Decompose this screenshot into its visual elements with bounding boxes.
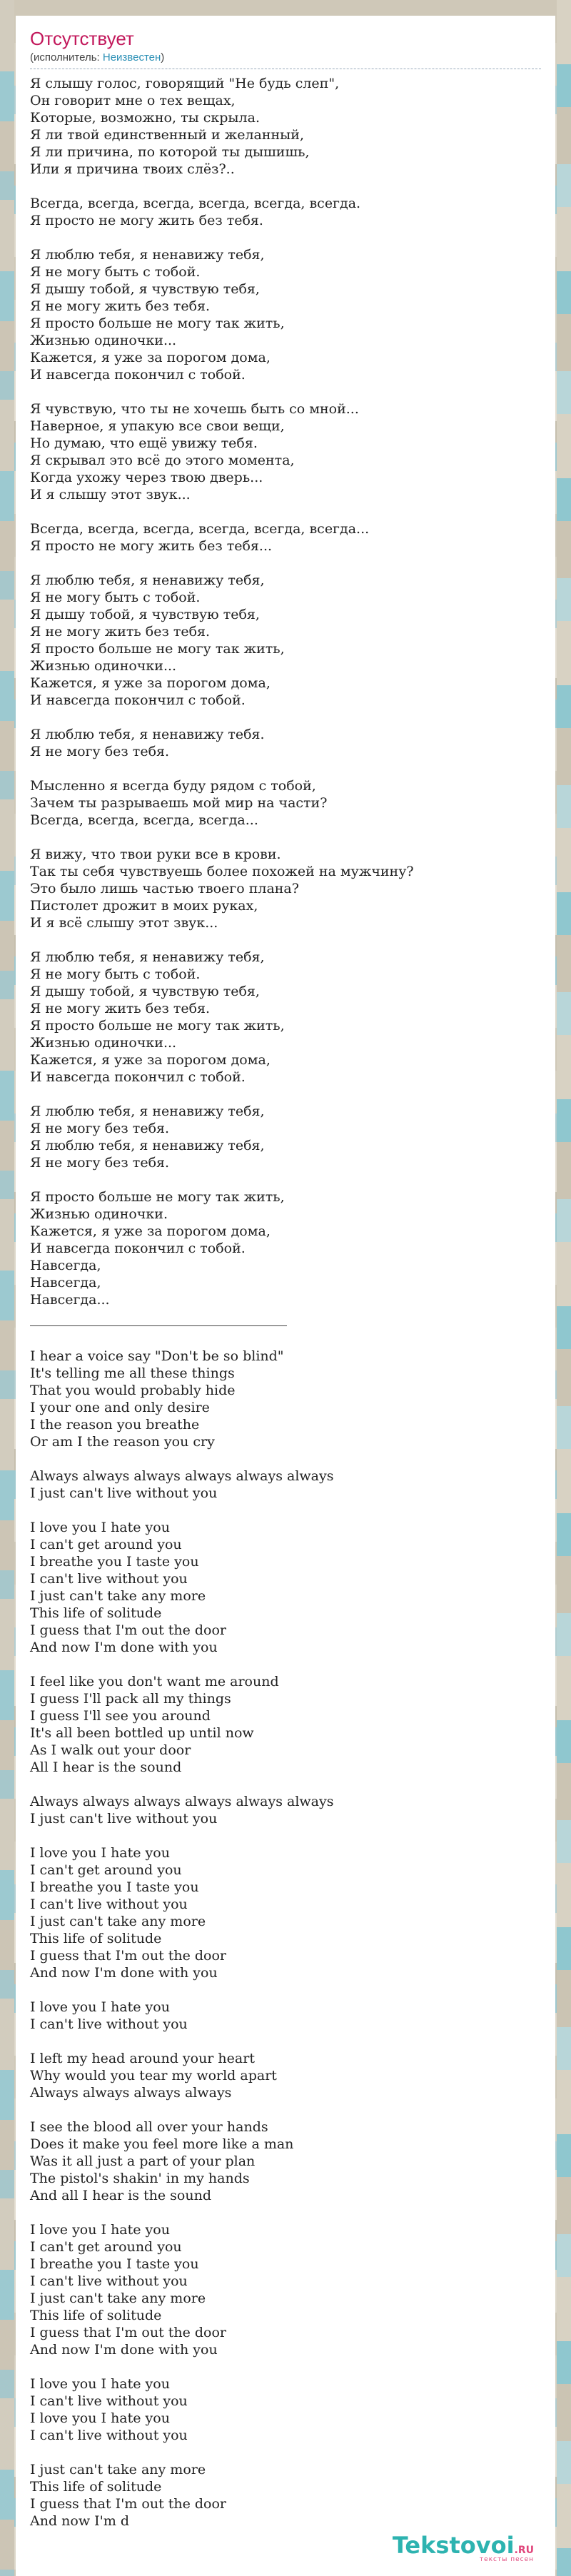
- logo-subtitle: тексты песен: [479, 2556, 534, 2563]
- lyrics-line: This life of solitude: [30, 2479, 162, 2495]
- lyrics-stanza: [30, 1793, 541, 1827]
- performer-suffix: ): [161, 51, 165, 64]
- lyrics-line: Я люблю тебя, я ненавижу тебя,: [30, 1138, 265, 1153]
- lyrics-stanza: [30, 2375, 541, 2444]
- lyrics-line: As I walk out your door: [30, 1742, 191, 1758]
- lyrics-stanza: [30, 1188, 541, 1308]
- lyrics-line: Я ли причина, по которой ты дышишь,: [30, 144, 310, 160]
- lyrics-line: And now I'm d: [30, 2513, 130, 2529]
- lyrics-stanza: [30, 520, 541, 555]
- lyrics-line: I just can't take any more: [30, 1588, 206, 1604]
- lyrics-line: This life of solitude: [30, 2308, 162, 2323]
- lyrics-line: Я дышу тобой, я чувствую тебя,: [30, 281, 260, 297]
- lyrics-line: I can't live without you: [30, 2273, 188, 2289]
- lyrics-line: I see the blood all over your hands: [30, 2119, 268, 2135]
- lyrics-line: And now I'm done with you: [30, 1640, 218, 1655]
- lyrics-stanza: [30, 726, 541, 760]
- lyrics-line: This life of solitude: [30, 1931, 162, 1946]
- lyrics-line: Мысленно я всегда буду рядом с тобой,: [30, 778, 316, 794]
- lyrics-line: I love you I hate you: [30, 2410, 170, 2426]
- lyrics-line: It's telling me all these things: [30, 1365, 235, 1381]
- lyrics-line: Я скрывал это всё до этого момента,: [30, 453, 295, 468]
- lyrics-line: Я не могу быть с тобой.: [30, 966, 201, 982]
- lyrics-stanza: [30, 1519, 541, 1656]
- lyrics-line: И навсегда покончил с тобой.: [30, 692, 246, 708]
- lyrics-line: I breathe you I taste you: [30, 2256, 199, 2272]
- lyrics-translation: [30, 75, 541, 1308]
- lyrics-line: I can't live without you: [30, 1896, 188, 1912]
- lyrics-line: I love you I hate you: [30, 1845, 170, 1861]
- lyrics-stanza: [30, 1103, 541, 1171]
- lyrics-line: And all I hear is the sound: [30, 2188, 212, 2203]
- lyrics-line: I guess that I'm out the door: [30, 1622, 227, 1638]
- lyrics-line: I just can't take any more: [30, 2462, 206, 2477]
- lyrics-line: And now I'm done with you: [30, 1965, 218, 1981]
- lyrics-line: Навсегда,: [30, 1258, 101, 1273]
- lyrics-line: Я не могу без тебя.: [30, 1155, 170, 1171]
- lyrics-line: Я ли твой единственный и желанный,: [30, 127, 304, 143]
- lyrics-line: I can't get around you: [30, 1862, 182, 1878]
- lyrics-stanza: [30, 1348, 541, 1450]
- lyrics-page: [16, 16, 555, 2576]
- lyrics-line: I left my head around your heart: [30, 2051, 255, 2066]
- lyrics-line: Я не могу без тебя.: [30, 744, 170, 759]
- lyrics-line: I love you I hate you: [30, 2222, 170, 2238]
- lyrics-line: И навсегда покончил с тобой.: [30, 367, 246, 383]
- lyrics-line: И я всё слышу этот звук...: [30, 915, 218, 931]
- lyrics-line: I love you I hate you: [30, 1520, 170, 1535]
- lyrics-line: I can't live without you: [30, 2016, 188, 2032]
- logo-tld-text: .RU: [514, 2545, 534, 2556]
- lyrics-line: Or am I the reason you cry: [30, 1434, 215, 1450]
- lyrics-stanza: [30, 2221, 541, 2358]
- lyrics-line: Was it all just a part of your plan: [30, 2153, 256, 2169]
- lyrics-line: Я не могу быть с тобой.: [30, 590, 201, 605]
- lyrics-line: Кажется, я уже за порогом дома,: [30, 1052, 271, 1068]
- lyrics-line: I can't live without you: [30, 2393, 188, 2409]
- lyrics-stanza: [30, 777, 541, 829]
- lyrics-stanza: [30, 2050, 541, 2101]
- lyrics-line: I love you I hate you: [30, 2376, 170, 2392]
- lyrics-line: I just can't take any more: [30, 1914, 206, 1929]
- lyrics-divider: [30, 1325, 287, 1326]
- lyrics-line: Жизнью одиночки...: [30, 658, 177, 674]
- lyrics-stanza: [30, 246, 541, 383]
- lyrics-line: Always always always always always always: [30, 1794, 334, 1809]
- lyrics-line: Я просто больше не могу так жить,: [30, 1018, 285, 1034]
- lyrics-line: И навсегда покончил с тобой.: [30, 1241, 246, 1256]
- lyrics-line: All I hear is the sound: [30, 1759, 182, 1775]
- logo-main-text: Tekstovoi: [392, 2532, 515, 2559]
- lyrics-line: Я не могу жить без тебя.: [30, 298, 211, 314]
- lyrics-line: Которые, возможно, ты скрыла.: [30, 110, 260, 126]
- lyrics-line: Я люблю тебя, я ненавижу тебя,: [30, 1103, 265, 1119]
- lyrics-line: Когда ухожу через твою дверь...: [30, 470, 263, 485]
- lyrics-line: Кажется, я уже за порогом дома,: [30, 1223, 271, 1239]
- lyrics-line: Я не могу жить без тебя.: [30, 1001, 211, 1016]
- lyrics-line: And now I'm done with you: [30, 2342, 218, 2358]
- lyrics-line: Жизнью одиночки...: [30, 1035, 177, 1051]
- lyrics-stanza: [30, 572, 541, 709]
- lyrics-line: Я люблю тебя, я ненавижу тебя,: [30, 247, 265, 263]
- lyrics-line: It's all been bottled up until now: [30, 1725, 254, 1741]
- lyrics-line: I can't get around you: [30, 2239, 182, 2255]
- lyrics-line: I can't live without you: [30, 1571, 188, 1587]
- lyrics-line: Я не могу быть с тобой.: [30, 264, 201, 280]
- lyrics-line: Я люблю тебя, я ненавижу тебя,: [30, 572, 265, 588]
- lyrics-line: I just can't take any more: [30, 2290, 206, 2306]
- lyrics-line: Так ты себя чувствуешь более похожей на мужчину?: [30, 864, 414, 879]
- lyrics-line: I guess I'll pack all my things: [30, 1691, 231, 1707]
- performer-line: [30, 50, 541, 69]
- lyrics-line: Я просто больше не могу так жить,: [30, 641, 285, 657]
- lyrics-line: I can't live without you: [30, 2428, 188, 2443]
- lyrics-stanza: [30, 75, 541, 178]
- lyrics-line: Я люблю тебя, я ненавижу тебя.: [30, 727, 265, 742]
- lyrics-line: I can't get around you: [30, 1537, 182, 1552]
- lyrics-line: Всегда, всегда, всегда, всегда, всегда, всегда.: [30, 196, 361, 211]
- lyrics-line: Я не могу жить без тебя.: [30, 624, 211, 640]
- lyrics-stanza: [30, 400, 541, 503]
- background-stripes-right: [557, 0, 571, 2576]
- lyrics-line: Или я причина твоих слёз?..: [30, 161, 235, 177]
- lyrics-line: Я просто больше не могу так жить,: [30, 1189, 285, 1205]
- song-title: Отсутствует: [30, 28, 134, 49]
- lyrics-line: Я дышу тобой, я чувствую тебя,: [30, 607, 260, 622]
- lyrics-line: Пистолет дрожит в моих руках,: [30, 898, 258, 914]
- lyrics-original: [30, 1348, 541, 2530]
- lyrics-stanza: [30, 1844, 541, 1981]
- lyrics-line: I just can't live without you: [30, 1811, 218, 1827]
- performer-link[interactable]: Неизвестен: [102, 51, 161, 64]
- performer-prefix: (исполнитель:: [30, 51, 103, 64]
- lyrics-stanza: [30, 195, 541, 229]
- lyrics-line: Always always always always: [30, 2085, 232, 2101]
- lyrics-line: Навсегда,: [30, 1275, 101, 1290]
- background-stripes-left: [0, 0, 14, 2576]
- lyrics-line: Кажется, я уже за порогом дома,: [30, 675, 271, 691]
- lyrics-line: Это было лишь частью твоего плана?: [30, 881, 299, 896]
- lyrics-line: Я просто не могу жить без тебя.: [30, 213, 263, 228]
- lyrics-line: Я слышу голос, говорящий "Не будь слеп",: [30, 76, 340, 91]
- lyrics-line: I breathe you I taste you: [30, 1554, 199, 1570]
- lyrics-line: I guess that I'm out the door: [30, 2325, 227, 2340]
- lyrics-stanza: [30, 1673, 541, 1776]
- lyrics-line: I hear a voice say "Don't be so blind": [30, 1348, 284, 1364]
- lyrics-line: Жизнью одиночки.: [30, 1206, 168, 1222]
- lyrics-line: И я слышу этот звук...: [30, 487, 191, 502]
- lyrics-stanza: [30, 846, 541, 931]
- lyrics-stanza: [30, 2118, 541, 2204]
- lyrics-line: Does it make you feel more like a man: [30, 2136, 294, 2152]
- lyrics-line: I guess that I'm out the door: [30, 2496, 227, 2512]
- lyrics-line: Я вижу, что твои руки все в крови.: [30, 847, 281, 862]
- lyrics-line: Он говорит мне о тех вещах,: [30, 93, 236, 108]
- lyrics-stanza: [30, 1999, 541, 2033]
- lyrics-line: I breathe you I taste you: [30, 1879, 199, 1895]
- lyrics-line: The pistol's shakin' in my hands: [30, 2171, 250, 2186]
- lyrics-line: Я просто больше не могу так жить,: [30, 315, 285, 331]
- lyrics-line: Я люблю тебя, я ненавижу тебя,: [30, 949, 265, 965]
- lyrics-stanza: [30, 1468, 541, 1502]
- site-logo[interactable]: [393, 2532, 534, 2563]
- lyrics-line: Жизнью одиночки...: [30, 333, 177, 348]
- lyrics-line: Я не могу без тебя.: [30, 1121, 170, 1136]
- lyrics-line: Зачем ты разрываешь мой мир на части?: [30, 795, 328, 811]
- lyrics-line: I your one and only desire: [30, 1400, 210, 1415]
- lyrics-line: Навсегда...: [30, 1292, 110, 1308]
- lyrics-line: Why would you tear my world apart: [30, 2068, 277, 2083]
- lyrics-line: I the reason you breathe: [30, 1417, 200, 1433]
- lyrics-line: Наверное, я упакую все свои вещи,: [30, 418, 285, 434]
- lyrics-line: И навсегда покончил с тобой.: [30, 1069, 246, 1085]
- lyrics-line: That you would probably hide: [30, 1383, 236, 1398]
- lyrics-stanza: [30, 949, 541, 1086]
- lyrics-line: I feel like you don't want me around: [30, 1674, 279, 1689]
- lyrics-line: Always always always always always always: [30, 1468, 334, 1484]
- lyrics-line: Кажется, я уже за порогом дома,: [30, 350, 271, 365]
- lyrics-line: Я чувствую, что ты не хочешь быть со мной...: [30, 401, 359, 417]
- lyrics-line: This life of solitude: [30, 1605, 162, 1621]
- lyrics-line: I guess I'll see you around: [30, 1708, 211, 1724]
- lyrics-line: I love you I hate you: [30, 1999, 170, 2015]
- lyrics-line: Всегда, всегда, всегда, всегда, всегда, всегда...: [30, 521, 370, 537]
- lyrics-line: Всегда, всегда, всегда, всегда...: [30, 812, 258, 828]
- lyrics-line: Но думаю, что ещё увижу тебя.: [30, 435, 258, 451]
- lyrics-line: Я просто не могу жить без тебя...: [30, 538, 273, 554]
- lyrics-line: Я дышу тобой, я чувствую тебя,: [30, 984, 260, 999]
- lyrics-line: I just can't live without you: [30, 1485, 218, 1501]
- lyrics-line: I guess that I'm out the door: [30, 1948, 227, 1964]
- lyrics-stanza: [30, 2461, 541, 2530]
